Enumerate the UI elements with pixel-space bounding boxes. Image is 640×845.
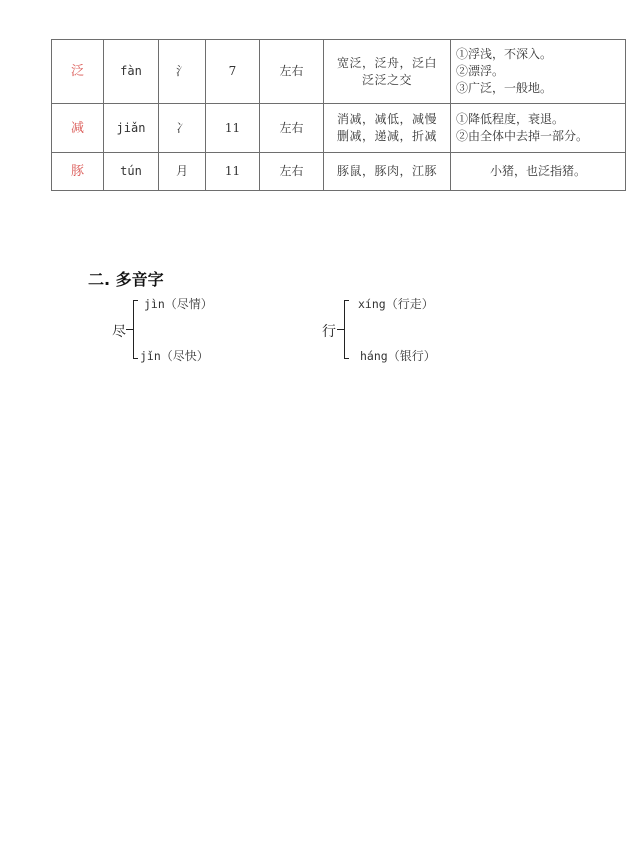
- meaning-line: 小猪，也泛指猪。: [489, 164, 586, 178]
- stroke-count-cell: 11: [206, 104, 260, 153]
- word-example-line: 删减，递减，折减: [336, 129, 437, 143]
- word-examples-cell: [324, 104, 451, 153]
- character-table: [51, 39, 626, 191]
- stroke-count-cell: 7: [206, 40, 260, 104]
- meaning-line: ①降低程度，衰退。: [456, 112, 565, 126]
- polyphone-reading: [360, 347, 436, 364]
- pinyin-cell: tún: [104, 153, 159, 191]
- meaning-line: ②漂浮。: [456, 64, 505, 78]
- structure-cell: 左右: [260, 40, 324, 104]
- section-title-polyphones: 二. 多音字: [88, 270, 164, 289]
- polyphone-character: 行: [322, 324, 336, 340]
- meanings-cell: [451, 40, 626, 104]
- meaning-line: ①浮浅，不深入。: [456, 47, 553, 61]
- reading-example: （尽情）: [164, 297, 213, 311]
- reading-pinyin: jǐn: [140, 349, 161, 363]
- meanings-cell: [451, 153, 626, 191]
- reading-example: （尽快）: [160, 349, 209, 363]
- bracket: [344, 300, 349, 359]
- word-example-line: 豚鼠，豚肉，江豚: [336, 164, 437, 178]
- radical-cell: 氵: [159, 40, 206, 104]
- word-example-line: 消减，减低，减慢: [336, 112, 437, 126]
- reading-example: （行走）: [385, 297, 434, 311]
- word-example-line: 宽泛，泛舟，泛白: [336, 55, 437, 70]
- meanings-cell: [451, 104, 626, 153]
- reading-example: （银行）: [387, 349, 436, 363]
- polyphone-reading: [358, 295, 434, 312]
- structure-cell: 左右: [260, 153, 324, 191]
- radical-cell: 冫: [159, 104, 206, 153]
- reading-pinyin: xíng: [358, 297, 386, 311]
- bracket-stem: [337, 329, 344, 330]
- word-examples-cell: [324, 153, 451, 191]
- reading-pinyin: jìn: [144, 297, 165, 311]
- meaning-line: ②由全体中去掉一部分。: [456, 129, 589, 143]
- polyphone-reading: [144, 295, 213, 312]
- character-cell: 豚: [52, 153, 104, 191]
- bracket-stem: [126, 329, 133, 330]
- character-cell: 泛: [52, 40, 104, 104]
- character-cell: 减: [52, 104, 104, 153]
- meaning-line: ③广泛，一般地。: [456, 81, 553, 95]
- pinyin-cell: fàn: [104, 40, 159, 104]
- word-example-line: 泛泛之交: [361, 72, 412, 87]
- stroke-count-cell: 11: [206, 153, 260, 191]
- radical-cell: 月: [159, 153, 206, 191]
- polyphone-character: 尽: [112, 324, 126, 340]
- bracket: [133, 300, 138, 359]
- table-row: [52, 40, 626, 104]
- polyphone-reading: [140, 347, 209, 364]
- structure-cell: 左右: [260, 104, 324, 153]
- polyphone-group: [112, 292, 262, 372]
- pinyin-cell: jiǎn: [104, 104, 159, 153]
- reading-pinyin: háng: [360, 349, 388, 363]
- word-examples-cell: [324, 40, 451, 104]
- table-row: [52, 153, 626, 191]
- polyphone-group: [322, 292, 472, 372]
- table-row: [52, 104, 626, 153]
